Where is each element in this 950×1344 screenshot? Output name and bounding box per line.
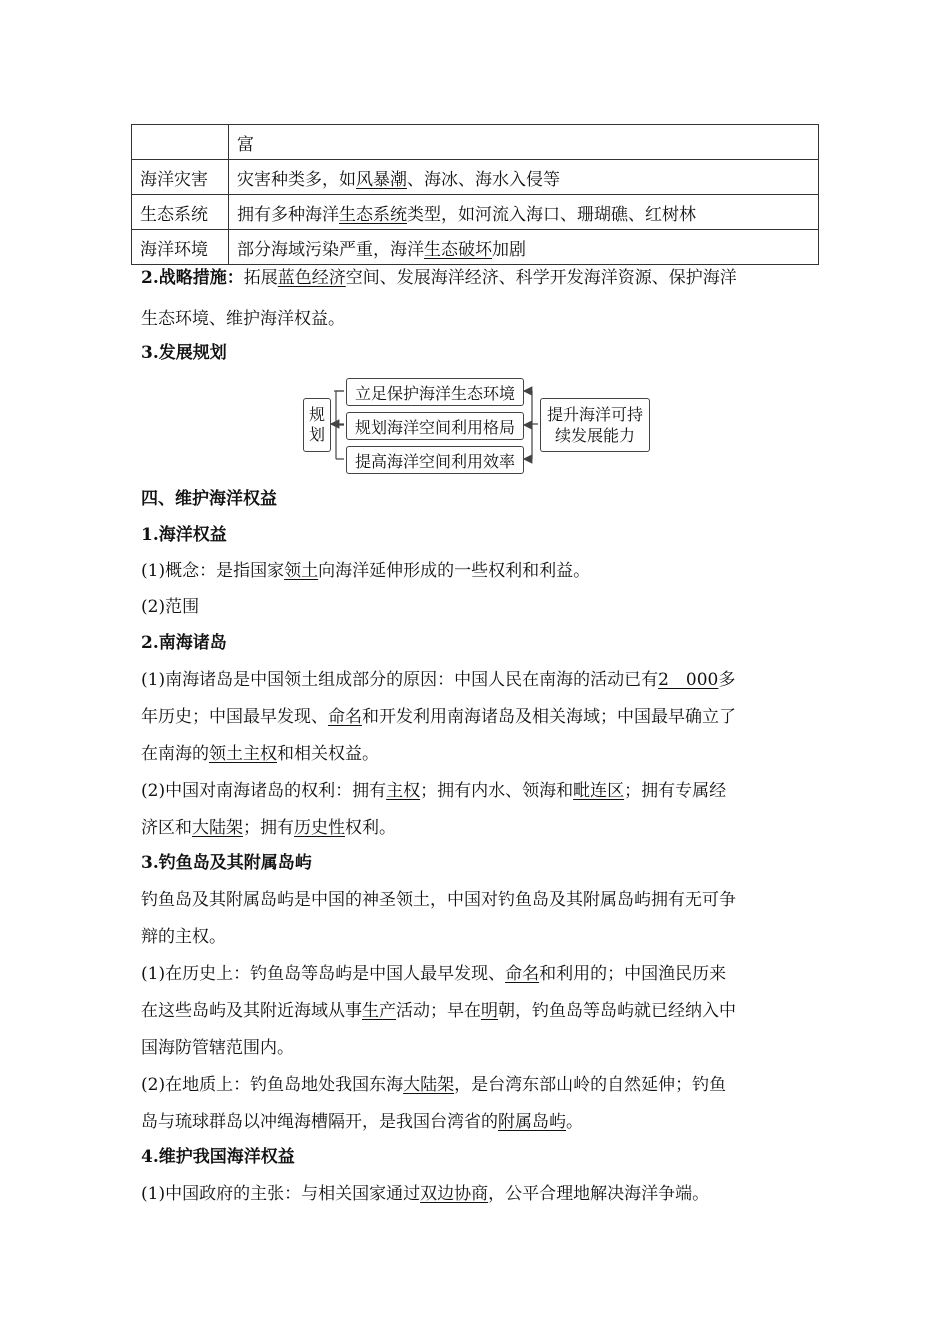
underlined-answer: 生产 [362,1001,396,1021]
text-line [141,525,227,545]
text-line [141,561,590,581]
right-bracket [532,391,538,459]
text-segment: 和开发利用南海诸岛及相关海域；中国最早确立了 [362,707,736,727]
text-line [141,707,736,727]
left-bracket [330,391,344,459]
underlined-answer: 双边协商 [420,1184,489,1204]
section-heading: 2.南海诸岛 [141,633,227,653]
plan-box-char: 规 [308,405,325,424]
text-line [141,489,277,509]
table-row-header: 海洋灾害 [132,160,229,195]
section-heading: 3.钓鱼岛及其附属岛屿 [141,853,312,873]
text-segment: 朝，钓鱼岛等岛屿就已经纳入中 [498,1001,736,1021]
text-segment: ，是台湾东部山岭的自然延伸；钓鱼 [454,1075,727,1095]
section-heading: 2.战略措施： [141,268,244,288]
text-line [141,818,396,838]
section-heading: 1.海洋权益 [141,525,227,545]
text-segment: ；拥有内水、领海和 [420,781,574,801]
underlined-answer: 主权 [386,781,421,801]
text-line [141,890,736,910]
text-segment: ；拥有专属经 [624,781,727,801]
text-line [141,343,227,363]
text-line [141,268,737,288]
text-segment: (1)南海诸岛是中国领土组成部分的原因：中国人民在南海的活动已有 [141,670,659,690]
text-segment: 、海冰、海水入侵等 [407,169,560,190]
text-line [141,670,735,690]
text-segment: 岛与琉球群岛以冲绳海槽隔开，是我国台湾省的 [141,1112,498,1132]
text-segment: 在这些岛屿及其附近海域从事 [141,1001,362,1021]
text-segment: (2)在地质上：钓鱼岛地处我国东海 [141,1075,404,1095]
underlined-answer: 命名 [328,707,362,727]
text-segment: 向海洋延伸形成的一些权利和利益。 [318,561,591,581]
text-segment: (1)在历史上：钓鱼岛等岛屿是中国人最早发现、 [141,964,506,984]
underlined-answer: 明 [481,1001,498,1021]
text-line [141,633,227,653]
underlined-answer: 历史性 [294,818,345,838]
section-heading: 四、维护海洋权益 [141,489,277,509]
text-segment: 和相关权益。 [277,744,379,764]
goal-label-line: 提升海洋可持 [546,405,643,424]
text-segment: 在南海的 [141,744,209,764]
text-segment: 拓展 [243,268,278,288]
underlined-answer: 命名 [505,964,540,984]
text-line [141,1184,709,1204]
underlined-answer: 大陆架 [192,818,243,838]
underlined-answer: 蓝色经济 [277,268,346,288]
plan-item-label: 提高海洋空间利用效率 [354,451,515,471]
text-line [141,781,726,801]
text-line [141,1001,736,1021]
text-line [141,597,199,617]
table-row-header: 生态系统 [132,195,229,230]
text-line [141,853,312,873]
plan-box-char: 划 [308,425,325,444]
text-line [141,964,726,984]
text-segment: 空间、发展海洋经济、科学开发海洋资源、保护海洋 [345,268,737,288]
text-segment: 和利用的；中国渔民历来 [539,964,727,984]
text-segment: 生态环境、维护海洋权益。 [141,309,345,329]
text-segment: ；拥有 [243,818,294,838]
text-line [141,927,226,947]
underlined-answer: 生态破坏 [424,239,492,260]
section-heading: 4.维护我国海洋权益 [141,1147,295,1167]
text-line [141,1112,583,1132]
text-segment: 权利。 [345,818,396,838]
text-segment: 活动；早在 [396,1001,481,1021]
text-segment: 辩的主权。 [141,927,226,947]
text-segment: (1)概念：是指国家 [141,561,285,581]
text-segment: 济区和 [141,818,192,838]
text-segment: 。 [566,1112,583,1132]
underlined-answer: 毗连区 [573,781,625,801]
plan-item-label: 立足保护海洋生态环境 [354,383,515,403]
text-segment: 钓鱼岛及其附属岛屿是中国的神圣领土，中国对钓鱼岛及其附属岛屿拥有无可争 [141,890,736,910]
text-segment: 拥有多种海洋 [237,204,339,225]
section-heading: 3.发展规划 [141,343,227,363]
underlined-answer: 附属岛屿 [498,1112,566,1132]
text-segment: 富 [237,134,254,155]
text-segment: 类型，如河流入海口、珊瑚礁、红树林 [407,204,696,225]
text-segment: 部分海域污染严重，海洋 [237,239,424,260]
underlined-answer: 领土主权 [209,744,277,764]
text-segment: (2)范围 [141,597,200,617]
text-segment: (1)中国政府的主张：与相关国家通过 [141,1184,421,1204]
text-segment: ，公平合理地解决海洋争端。 [488,1184,710,1204]
text-line [141,1147,295,1167]
text-segment: 多 [718,670,736,690]
goal-label-line: 续发展能力 [554,426,635,445]
underlined-answer: 2 000 [658,670,719,690]
table-row-header: 海洋环境 [132,230,229,265]
text-segment: 灾害种类多，如 [237,169,356,190]
text-segment: 国海防管辖范围内。 [141,1038,294,1058]
text-segment: (2)中国对南海诸岛的权利：拥有 [141,781,387,801]
text-line [141,309,345,329]
underlined-answer: 领土 [284,561,319,581]
underlined-answer: 风暴潮 [356,169,407,190]
text-segment: 年历史；中国最早发现、 [141,707,328,727]
underlined-answer: 生态系统 [339,204,407,225]
text-line [141,744,379,764]
plan-item-label: 规划海洋空间利用格局 [354,417,515,437]
underlined-answer: 大陆架 [403,1075,455,1095]
text-line [141,1075,726,1095]
text-segment: 加剧 [492,239,526,260]
text-line [141,1038,294,1058]
